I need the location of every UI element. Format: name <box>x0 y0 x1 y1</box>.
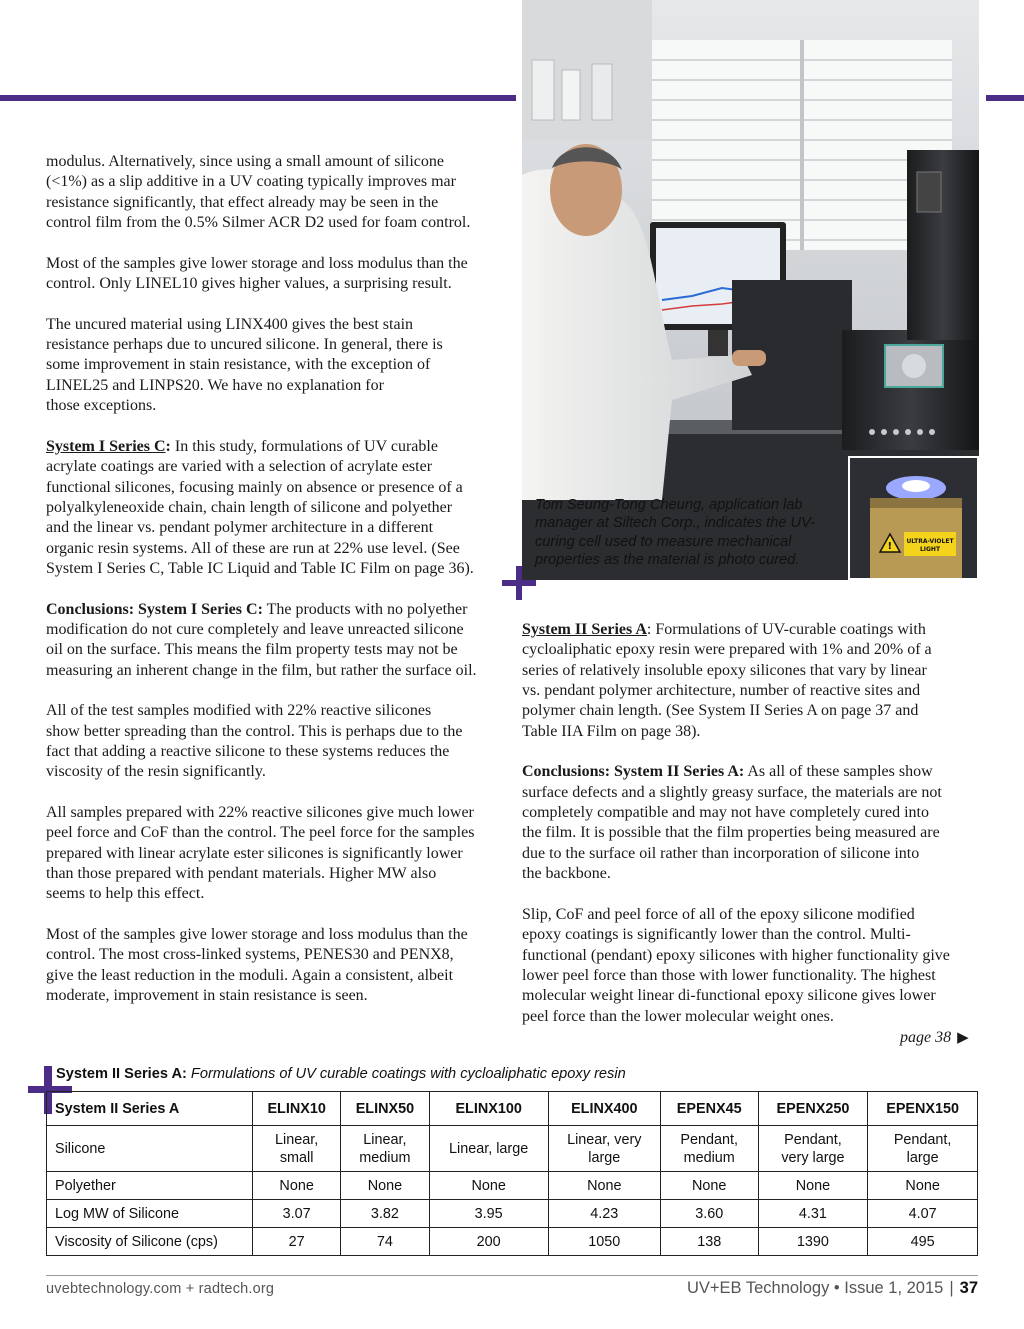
table-cell: 4.31 <box>758 1200 868 1228</box>
table-cell: 3.60 <box>660 1200 758 1228</box>
column-header: ELINX400 <box>548 1092 660 1126</box>
table-title: System II Series A: Formulations of UV curable coatings with cycloaliphatic epoxy resin <box>56 1066 626 1082</box>
column-header: ELINX50 <box>341 1092 429 1126</box>
table-cell: 3.95 <box>429 1200 548 1228</box>
column-header: ELINX100 <box>429 1092 548 1126</box>
paragraph-peel-force: All samples prepared with 22% reactive silicones give much lower peel force and CoF than the control. The peel force for the samples prepared with linear acrylate ester silicones is significantly lower than those prepared with pendant materials. Higher MW also seems to help this effect. <box>46 804 475 903</box>
table-cell: Pendant, very large <box>758 1126 868 1172</box>
row-label: Log MW of Silicone <box>47 1200 253 1228</box>
warning-label-line1: ULTRA-VIOLET <box>906 538 954 545</box>
column-header: ELINX10 <box>253 1092 341 1126</box>
paragraph-spreading: All of the test samples modified with 22% reactive silicones show better spreading than the control. This is perhaps due to the fact that adding a reactive silicone to these systems reduces the viscosity of the resin significantly. <box>46 702 463 781</box>
continued-page-link[interactable]: page 38 ▶ <box>900 1028 969 1046</box>
paragraph-storage-loss: Most of the samples give lower storage and loss modulus than the control. Only LINEL10 gives higher values, a surprising result. <box>46 254 468 293</box>
table-row <box>47 1126 978 1172</box>
table-cell: Pendant, large <box>868 1126 978 1172</box>
table-row <box>47 1172 978 1200</box>
table-row <box>47 1200 978 1228</box>
paragraph-conclusions-i-c: Conclusions: System I Series C: The products with no polyether modification do not cure completely and leave unreacted silicone oil on the surface. This means the film property tests may not be measuring an inherent change in the film, but rather the surface oil. <box>46 600 477 679</box>
table-cell: None <box>758 1172 868 1200</box>
table-cell: 4.07 <box>868 1200 978 1228</box>
paragraph-system-i-series-c: System I Series C: In this study, formulations of UV curable acrylate coatings are varied with a selection of acrylate ester functional silicones, focusing mainly on absence or presence of a polyalkyleneoxide chain, chain length of silicone and polyether and the linear vs. pendant polymer architecture in a different organic resin systems. All of these are run at 22% use level. (See System I Series C, Table IC Liquid and Table IC Film on page 36). <box>46 437 474 577</box>
table-cell: None <box>548 1172 660 1200</box>
uv-cell-inset-photo <box>848 456 979 580</box>
top-accent-rule-right <box>986 95 1024 101</box>
table-cell: 495 <box>868 1228 978 1256</box>
svg-text:!: ! <box>887 541 893 552</box>
table-cell: 200 <box>429 1228 548 1256</box>
footer-divider <box>46 1275 978 1276</box>
table-row <box>47 1228 978 1256</box>
table-cell: 3.82 <box>341 1200 429 1228</box>
warning-label-line2: LIGHT <box>919 546 941 553</box>
table-cell: None <box>341 1172 429 1200</box>
table-cell: None <box>868 1172 978 1200</box>
table-cell: None <box>429 1172 548 1200</box>
heading-conclusions-i-c: Conclusions: System I Series C: <box>46 600 263 618</box>
table-cell: Linear, medium <box>341 1126 429 1172</box>
table-cell: Linear, large <box>429 1126 548 1172</box>
left-text-column <box>46 152 506 1006</box>
column-header: EPENX150 <box>868 1092 978 1126</box>
footer-websites[interactable]: uvebtechnology.com + radtech.org <box>46 1281 275 1297</box>
table-cell: Linear, very large <box>548 1126 660 1172</box>
table-header-row <box>47 1092 978 1126</box>
table-cell: Linear, small <box>253 1126 341 1172</box>
footer-publication: UV+EB Technology • Issue 1, 2015 | 37 <box>686 1279 978 1297</box>
column-header: EPENX250 <box>758 1092 868 1126</box>
table-cell: 138 <box>660 1228 758 1256</box>
table-cell: 1390 <box>758 1228 868 1256</box>
table-cell: 3.07 <box>253 1200 341 1228</box>
right-text-column <box>522 620 980 1027</box>
row-label: Polyether <box>47 1172 253 1200</box>
table-cell: 4.23 <box>548 1200 660 1228</box>
paragraph-slip-cof: Slip, CoF and peel force of all of the epoxy silicone modified epoxy coatings is significantly lower than the control. Multi- functional (pendant) epoxy silicones with higher functionality give lower peel force than those with lower functionality. The highest molecular weight linear di-functional epoxy silicone gives lower peel force than the lower molecular weight ones. <box>522 905 950 1025</box>
table-cell: None <box>660 1172 758 1200</box>
system-ii-series-a-table <box>46 1091 978 1256</box>
page-number: 37 <box>959 1279 978 1297</box>
table-cell: None <box>253 1172 341 1200</box>
paragraph-conclusions-ii-a: Conclusions: System II Series A: As all of these samples show surface defects and a slightly greasy surface, the materials are not completely compatible and may not have completely cured into the film. It is possible that the film properties being measured are due to the surface oil rather than incorporation of silicone into the backbone. <box>522 763 942 883</box>
column-header: EPENX45 <box>660 1092 758 1126</box>
paragraph-stain-resistance: The uncured material using LINX400 gives the best stain resistance perhaps due to uncured silicone. In general, there is some improvement in stain resistance, with the exception of LINEL25 and LINPS20. We have no explanation for those exceptions. <box>46 315 443 415</box>
paragraph-moduli-reduction: Most of the samples give lower storage and loss modulus than the control. The most cross-linked systems, PENES30 and PENX8, give the least reduction in the moduli. Again a consistent, albeit moderate, improvement in stain resistance is seen. <box>46 926 468 1005</box>
row-label: Silicone <box>47 1126 253 1172</box>
row-label: Viscosity of Silicone (cps) <box>47 1228 253 1256</box>
heading-conclusions-ii-a: Conclusions: System II Series A: <box>522 763 745 781</box>
table-cell: 27 <box>253 1228 341 1256</box>
plus-ornament-middle <box>502 566 536 600</box>
photo-caption: Tom Seung-Tong Cheung, application lab manager at Siltech Corp., indicates the UV-curing cell used to measure mechanical properties as the material is photo cured. <box>535 497 816 568</box>
paragraph-system-ii-series-a: System II Series A: Formulations of UV-curable coatings with cycloaliphatic epoxy resin were prepared with 1% and 20% of a series of relatively insoluble epoxy silicones that vary by linear vs. pendant polymer architecture, number of reactive sites and polymer chain length. (See System II Series A on page 37 and Table IIA Film on page 38). <box>522 621 932 740</box>
heading-system-i-series-c: System I Series C <box>46 437 166 455</box>
paragraph-modulus: modulus. Alternatively, since using a small amount of silicone (<1%) as a slip additive in a UV coating typically improves mar resistance significantly, that effect already may be seen in the control film from the 0.5% Silmer ACR D2 used for foam control. <box>46 153 471 232</box>
top-accent-rule-left <box>0 95 516 101</box>
heading-system-ii-series-a: System II Series A <box>522 621 647 638</box>
table-cell: 74 <box>341 1228 429 1256</box>
table-corner-header: System II Series A <box>47 1092 253 1126</box>
table-cell: Pendant, medium <box>660 1126 758 1172</box>
table-cell: 1050 <box>548 1228 660 1256</box>
continue-arrow-icon: ▶ <box>957 1028 969 1046</box>
